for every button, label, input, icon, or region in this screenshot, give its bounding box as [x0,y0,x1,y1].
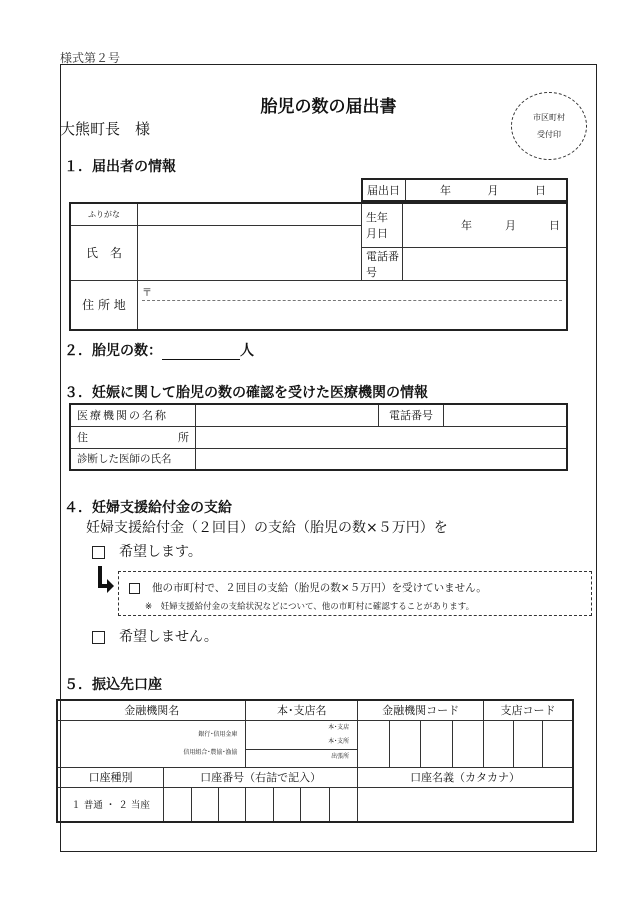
institution-code-digit[interactable] [452,720,483,767]
account-type-header: 口座種別 [57,767,164,787]
applicant-table [69,202,568,331]
account-number-digit[interactable] [301,787,329,822]
stamp-label-1: 市区町村 [533,113,565,122]
branch-type-2: 本･支所 [246,735,357,750]
filing-date-label: 届出日 [362,179,406,201]
branch-name-header: 本･支店名 [246,700,358,720]
birth-label-1: 生年 [362,203,403,225]
name-label: 氏 名 [70,225,138,280]
branch-code-digit[interactable] [513,720,542,767]
addressee: 大熊町長 様 [60,120,151,138]
account-number-digit[interactable] [218,787,245,822]
bank-table [56,699,574,823]
birth-month-label: 月 [505,219,516,233]
institution-code-digit[interactable] [421,720,452,767]
medical-address-label-1: 住 [77,431,88,444]
medical-name-field[interactable] [196,404,379,426]
name-field[interactable] [138,225,362,280]
branch-type-3: 出張所 [331,752,350,760]
institution-name-field[interactable] [57,720,246,767]
option-no[interactable] [92,626,218,646]
branch-type-1: 本･支店 [328,723,350,731]
institution-code-header: 金融機関コード [358,700,484,720]
birth-year-label: 年 [461,219,472,233]
medical-address-label-2: 所 [178,431,189,444]
institution-code-digit[interactable] [358,720,389,767]
institution-type-2: 信用組合･農協･漁協 [183,748,238,756]
furigana-field[interactable] [138,203,362,225]
sub-option-checkbox[interactable] [129,583,140,594]
medical-address-field[interactable] [196,426,568,448]
medical-table [69,403,568,471]
section-1-heading: １．届出者の情報 [64,159,176,175]
medical-address-label [70,426,196,448]
medical-phone-field[interactable] [444,404,568,426]
sub-option[interactable] [129,580,487,595]
birth-label-2: 月日 [362,225,403,247]
medical-phone-label: 電話番号 [379,404,444,426]
branch-code-digit[interactable] [484,720,513,767]
phone-label: 電話番号 [362,247,403,280]
medical-name-label: 医療機関の名称 [70,404,196,426]
account-number-digit[interactable] [246,787,273,822]
confirmation-note: ※ 妊婦支援給付金の支給状況などについて、他の市町村に確認することがあります。 [145,602,475,612]
option-no-checkbox[interactable] [92,631,105,644]
arrow-down-right-icon [96,566,114,596]
branch-code-digit[interactable] [542,720,573,767]
day-label: 日 [535,184,546,197]
phone-field[interactable] [403,247,568,280]
filing-date-field[interactable] [406,179,568,201]
option-yes-checkbox[interactable] [92,546,105,559]
month-label: 月 [487,184,499,197]
option-yes[interactable] [92,541,202,561]
account-number-digit[interactable] [273,787,300,822]
birth-day-label: 日 [549,219,560,233]
year-label: 年 [440,184,451,197]
account-holder-field[interactable] [358,787,573,822]
section-3-heading: ３．妊娠に関して胎児の数の確認を受けた医療機関の情報 [64,385,428,401]
account-type-field[interactable]: １ 普通 ・ ２ 当座 [57,787,164,822]
account-number-digit[interactable] [164,787,191,822]
section-5-heading: ５．振込先口座 [64,677,162,693]
birth-date-field[interactable] [403,203,568,247]
furigana-label: ふりがな [70,203,138,225]
filing-date-table [361,178,568,202]
option-no-label: 希望しません。 [119,629,218,645]
account-number-digit[interactable] [329,787,357,822]
page-title: 胎児の数の届出書 [260,97,397,117]
option-yes-label: 希望します。 [119,544,202,560]
doctor-name-field[interactable] [196,448,568,470]
account-holder-header: 口座名義（カタカナ） [358,767,573,787]
section-2-heading [64,340,254,360]
account-number-digit[interactable] [191,787,218,822]
fetus-count-label: ２．胎児の数： [64,343,162,359]
account-number-header: 口座番号（右詰で記入） [164,767,358,787]
address-label: 住 所 地 [70,280,138,330]
sub-option-box [118,571,592,616]
branch-name-field[interactable] [246,720,358,767]
institution-code-digit[interactable] [389,720,420,767]
section-4-heading: ４．妊婦支援給付金の支給 [64,500,232,516]
institution-name-header: 金融機関名 [57,700,246,720]
branch-code-header: 支店コード [484,700,573,720]
sub-option-label: 他の市町村で、２回目の支給（胎児の数×５万円）を受けていません。 [152,582,487,594]
postal-mark: 〒 [142,284,562,301]
stamp-label-2: 受付印 [537,130,561,139]
reception-stamp-area [511,92,587,160]
institution-type-1: 銀行･信用金庫 [198,730,238,738]
benefit-description: 妊婦支援給付金（２回目）の支給（胎児の数×５万円）を [86,520,448,536]
fetus-count-field[interactable] [162,345,240,360]
doctor-name-label: 診断した医師の氏名 [70,448,196,470]
address-field[interactable] [138,280,568,330]
form-number: 様式第２号 [60,51,121,65]
fetus-count-unit: 人 [240,343,254,359]
